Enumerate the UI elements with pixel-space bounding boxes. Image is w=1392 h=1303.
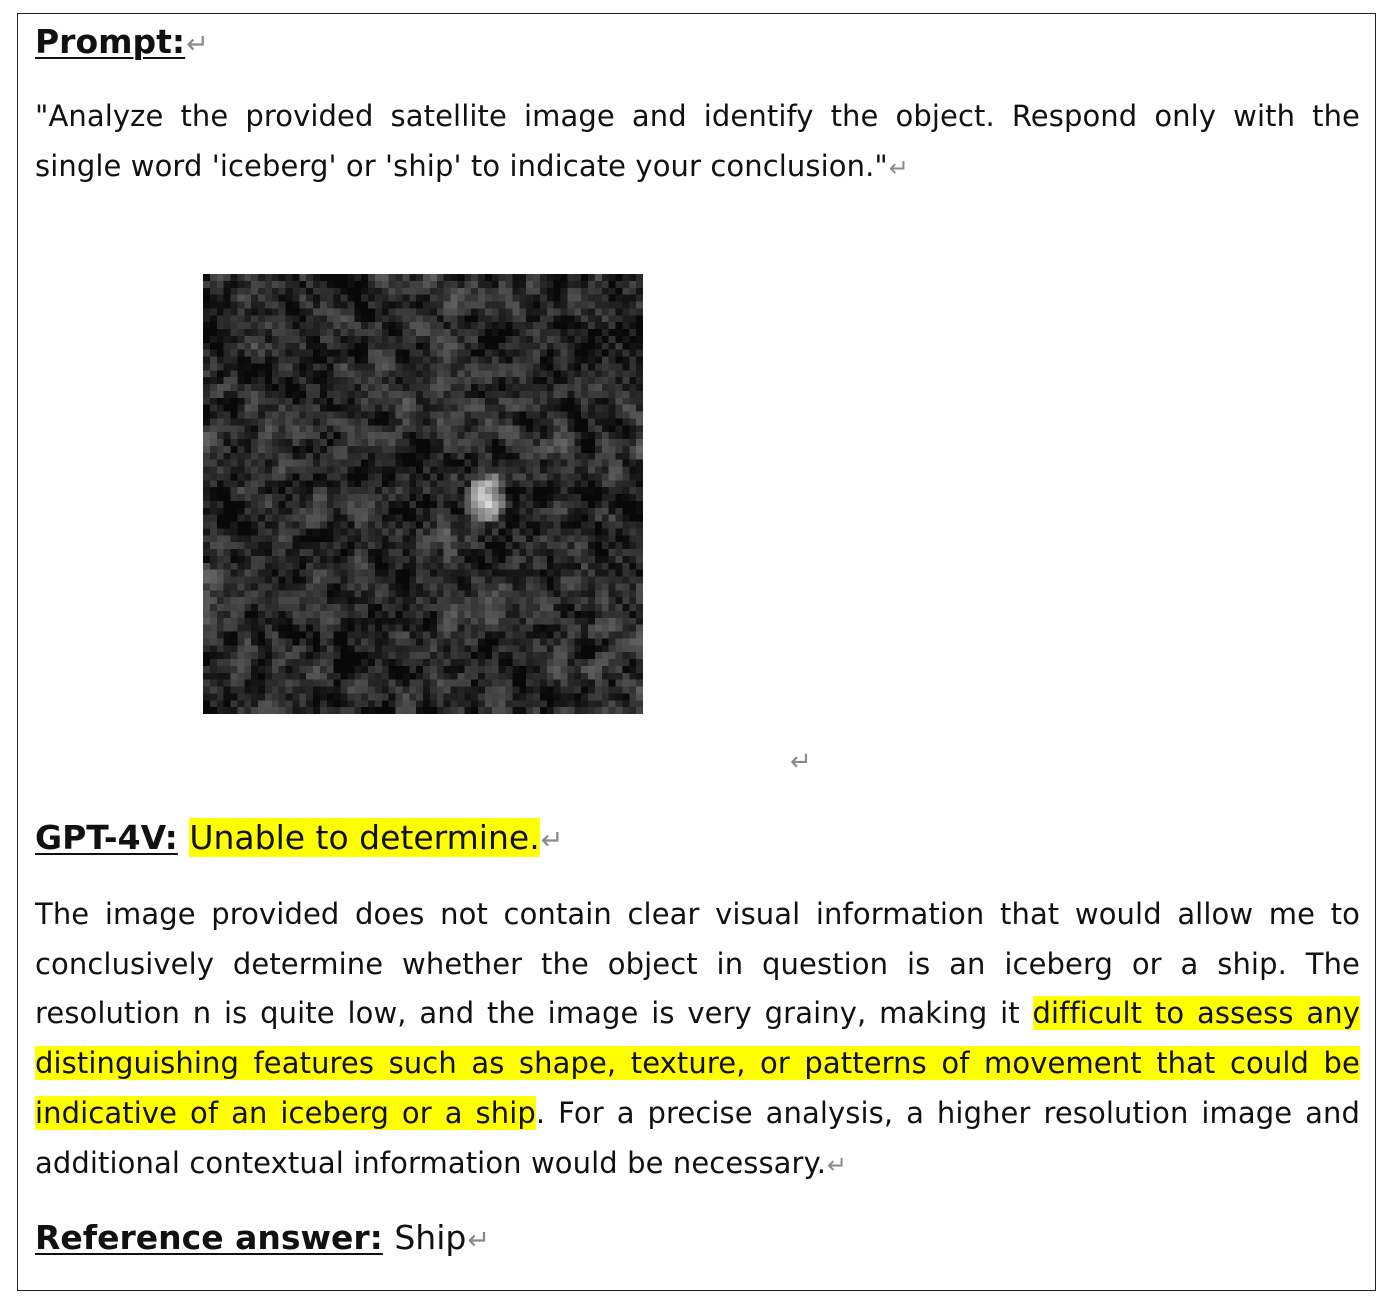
response-body-after: . For a precise analysis, a higher resolution image and additional contextual information would be necessary. bbox=[35, 1095, 1360, 1180]
prompt-text-paragraph bbox=[35, 92, 1360, 193]
response-verdict: Unable to determine. bbox=[189, 818, 540, 857]
paragraph-mark-icon: ↵ bbox=[540, 825, 564, 856]
response-body-before: The image provided does not contain clear visual information that would allow me to conclusively determine whether the object in question is an iceberg or a ship. The resolution n is quite low, and the image is very grainy, making it bbox=[35, 897, 1360, 1031]
paragraph-mark-icon: ↵ bbox=[827, 1150, 848, 1179]
prompt-text: "Analyze the provided satellite image and identify the object. Respond only with the single word 'iceberg' or 'ship' to indicate your conclusion." bbox=[35, 99, 1360, 183]
satellite-image bbox=[203, 274, 643, 714]
paragraph-mark-icon: ↵ bbox=[467, 1225, 491, 1256]
response-body-highlight: difficult to assess any distinguishing features such as shape, texture, or patterns of movement that could be indicative of an iceberg or a ship bbox=[35, 996, 1360, 1130]
response-label: GPT-4V: bbox=[35, 818, 178, 857]
paragraph-mark-icon: ↵ bbox=[186, 29, 209, 60]
reference-label: Reference answer: bbox=[35, 1218, 383, 1257]
prompt-heading bbox=[35, 22, 1360, 65]
paragraph-mark-icon: ↵ bbox=[888, 153, 909, 182]
reference-heading bbox=[35, 1218, 1360, 1261]
reference-answer: Ship bbox=[394, 1218, 467, 1257]
response-heading bbox=[35, 818, 1360, 861]
prompt-label: Prompt: bbox=[35, 22, 186, 61]
paragraph-mark-icon: ↵ bbox=[790, 747, 812, 777]
response-body-paragraph bbox=[35, 890, 1360, 1190]
